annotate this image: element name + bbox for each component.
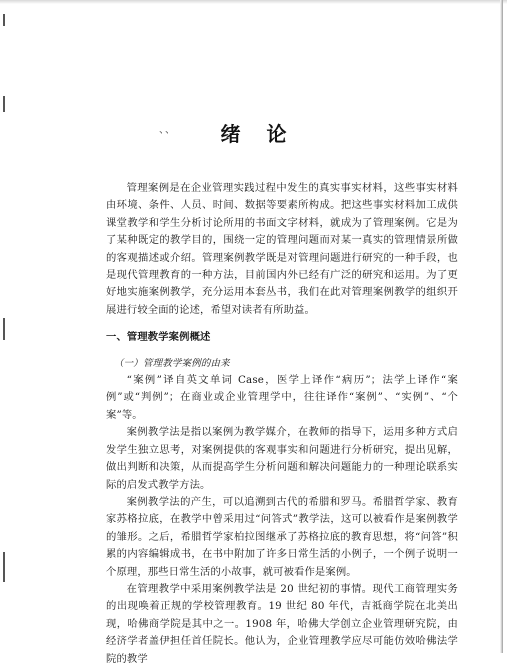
body-paragraph: 在管理教学中采用案例教学法是 20 世纪初的事情。现代工商管理实务的出现唤着正规的学校管理教育。19 世纪 80 年代，吉祗商学院在北美出现，哈佛商学院是其中之一。1908 年，哈佛大学创立企业管理研究院，由经济学者盖伊担任首任院长。他认为，企业管理教学应尽可能仿效哈佛法学院的教学 — [106, 582, 458, 665]
page-title: 绪论 — [220, 122, 313, 146]
scan-binding-mark — [3, 14, 5, 26]
stray-mark: 、、 — [159, 125, 176, 136]
body-paragraph: 案例教学法的产生，可以追溯到古代的希腊和罗马。希腊哲学家、教育家苏格拉底，在教学中曾采用过“问答式”教学法，这可以被看作是案例教学的雏形。之后，希腊哲学家柏拉图继承了苏格拉底的教育思想，将“问答”积累的内容编辑成书，在书中附加了许多日常生活的小例子，一个例子说明一个原理，那些日常生活的小故事，就可被看作是案例。 — [106, 495, 458, 578]
intro-paragraph: 管理案例是在企业管理实践过程中发生的真实事实材料，这些事实材料由环境、条件、人员、时间、数据等要素所构成。把这些事实材料加工成供课堂教学和学生分析讨论所用的书面文字材料，就成为了管理案例。它是为了某种既定的教学目的，围绕一定的管理问题而对某一真实的管理情景所做的客观描述或介绍。管理案例教学既是对管理问题进行研究的一种手段，也是现代管理教育的一种方法，目前国内外已经有广泛的研究和运用。为了更好地实施案例教学，充分运用本套丛书，我们在此对管理案例教学的组织开展进行较全面的论述，希望对读者有所助益。 — [106, 182, 458, 316]
subsection-heading: （一）管理教学案例的由来 — [114, 357, 230, 369]
scan-top-edge — [0, 0, 507, 4]
document-body — [106, 180, 458, 668]
scan-binding-mark — [3, 96, 5, 112]
scan-right-shadow — [500, 0, 503, 653]
section-heading: 一、管理教学案例概述 — [106, 331, 211, 344]
body-paragraph: “案例”译自英文单词 Case，医学上译作“病历”；法学上译作“案例”或“判例”；在商业或企业管理学中，往往译作“案例”、“实例”、“个案”等。 — [106, 374, 458, 421]
scan-binding-mark — [3, 318, 5, 340]
body-paragraph: 案例教学法是指以案例为教学媒介，在教师的指导下，运用多种方式启发学生独立思考，对案例提供的客观事实和问题进行分析研究，提出见解，做出判断和决策，从而提高学生分析问题和解决问题能力的一种理论联系实际的启发式教学方法。 — [106, 426, 458, 491]
scan-binding-mark — [3, 552, 5, 582]
spacer — [106, 319, 458, 323]
